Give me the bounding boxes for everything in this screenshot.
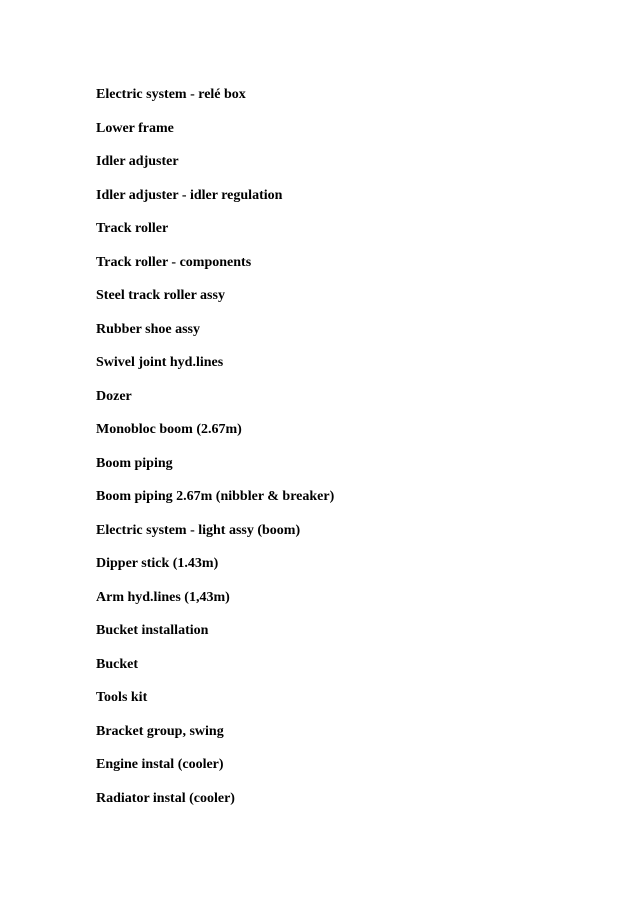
list-item: Engine instal (cooler) <box>96 757 224 772</box>
parts-list <box>96 86 334 823</box>
list-item: Electric system - light assy (boom) <box>96 522 301 538</box>
list-item: Boom piping 2.67m (nibbler & breaker) <box>96 489 335 504</box>
list-item: Bucket installation <box>96 623 209 638</box>
list-item: Dozer <box>96 388 132 404</box>
list-item: Steel track roller assy <box>96 288 225 303</box>
list-item: Track roller <box>96 221 169 236</box>
list-item: Tools kit <box>96 690 148 705</box>
list-item: Idler adjuster - idler regulation <box>96 187 283 203</box>
list-item: Dipper stick (1.43m) <box>96 556 219 571</box>
list-item: Idler adjuster <box>96 154 179 169</box>
list-item: Bucket <box>96 656 138 672</box>
list-item: Boom piping <box>96 455 173 471</box>
list-item: Track roller - components <box>96 254 252 270</box>
list-item: Monobloc boom (2.67m) <box>96 422 242 437</box>
list-item: Swivel joint hyd.lines <box>96 355 224 370</box>
list-item: Rubber shoe assy <box>96 321 200 337</box>
list-item: Electric system - relé box <box>96 87 246 102</box>
list-item: Bracket group, swing <box>96 723 224 739</box>
list-item: Radiator instal (cooler) <box>96 790 235 806</box>
list-item: Arm hyd.lines (1,43m) <box>96 589 230 605</box>
list-item: Lower frame <box>96 120 174 136</box>
